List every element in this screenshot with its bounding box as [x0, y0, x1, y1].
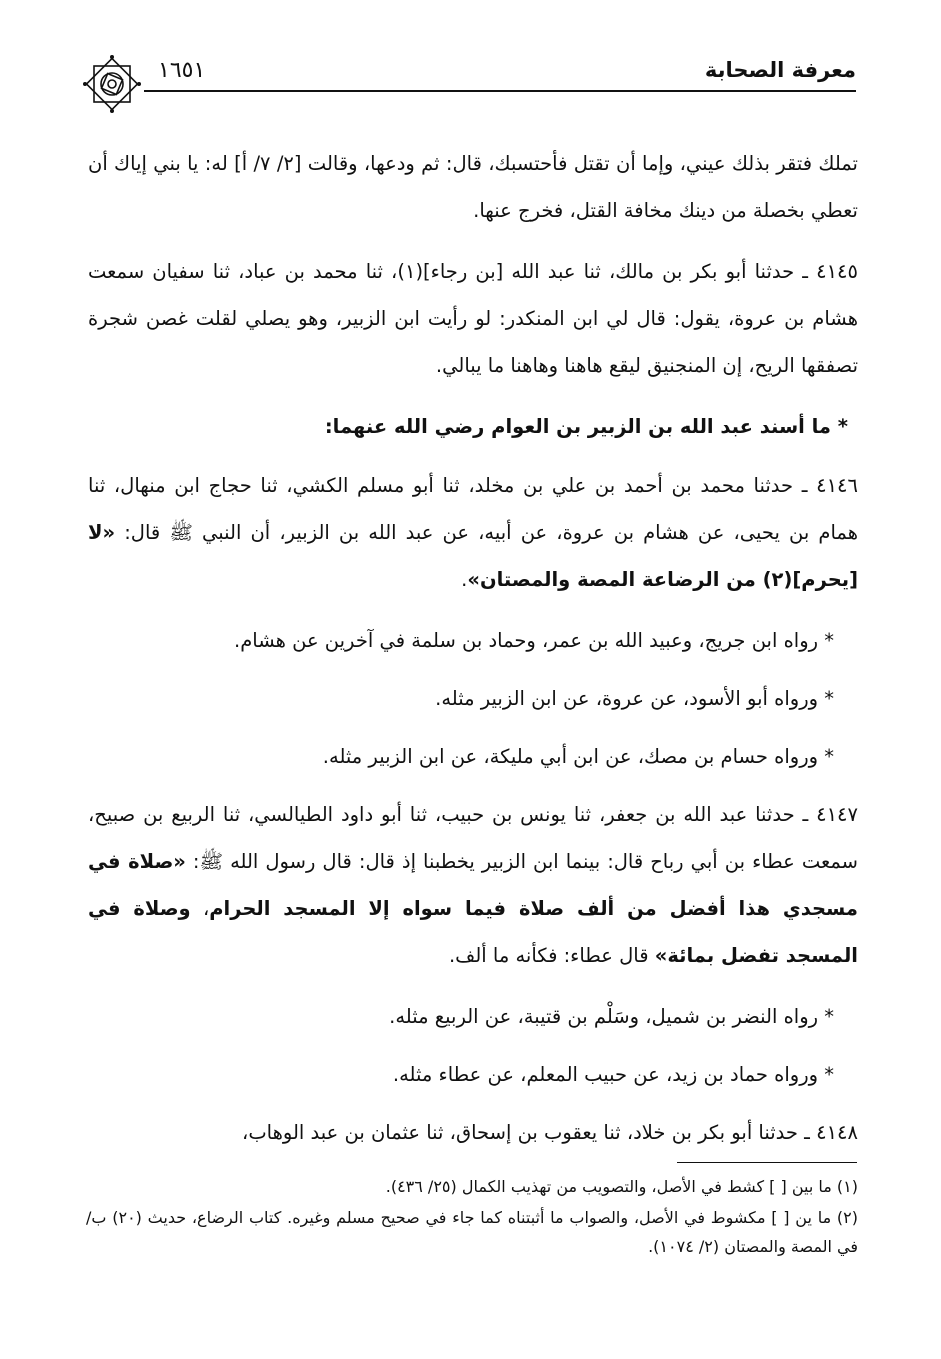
narration-note-2: * ورواه أبو الأسود، عن عروة، عن ابن الزبير مثله. [435, 687, 834, 710]
paragraph-continuation: تملك فتقر بذلك عيني، وإما أن تقتل فأحتسبك، قال: ثم ودعها، وقالت [٢/ ٧/ أ] له: يا بني إياك أن تعطي بخصلة من دينك مخافة القتل، فخرج عنها. [88, 152, 858, 222]
hadith-4148: ٤١٤٨ ـ حدثنا أبو بكر بن خلاد، ثنا يعقوب بن إسحاق، ثنا عثمان بن عبد الوهاب، [242, 1121, 858, 1144]
hadith-4147-text: ٤١٤٧ ـ حدثنا عبد الله بن جعفر، ثنا يونس بن حبيب، ثنا أبو داود الطيالسي، ثنا الربيع بن صبيح، سمعت عطاء بن أبي رباح قال: بينما ابن الزبير يخطبنا إذ قال: قال رسول الله ﷺ: [88, 803, 859, 873]
page-number: ١٦٥١ [158, 58, 206, 83]
narration-note-5: * ورواه حماد بن زيد، عن حبيب المعلم، عن عطاء مثله. [392, 1063, 834, 1086]
hadith-4146 [88, 462, 858, 603]
hadith-4147 [88, 791, 858, 979]
narration-note-3: * ورواه حسام بن مصك، عن ابن أبي مليكة، عن ابن الزبير مثله. [322, 745, 834, 768]
hadith-4145: ٤١٤٥ ـ حدثنا أبو بكر بن مالك، ثنا عبد الله [بن رجاء](١)، ثنا محمد بن عباد، ثنا سفيان سمعت هشام بن عروة، يقول: قال لي ابن المنكدر: لو رأيت ابن الزبير، وهو يصلي لقلت غصن شجرة تصفقها الريح، إن المنجنيق ليقع هاهنا وهاهنا ما يبالي. [88, 260, 858, 377]
footnote-rule [677, 1162, 857, 1163]
footnotes [86, 1172, 858, 1263]
page-header [80, 52, 856, 100]
main-text [88, 140, 858, 1170]
octagram-ornament-icon [80, 52, 144, 116]
footnote-2: (٢) ما ين [ ] مكشوط في الأصل، والصواب ما أثبتناه كما جاء في صحيح مسلم وغيره. كتاب الرضاع، حديث (٢٠) ب/ في المصة والمصتان (٢/ ١٠٧٤). [86, 1208, 859, 1256]
running-title: معرفة الصحابة [704, 58, 856, 82]
header-rule [144, 90, 856, 92]
hadith-4147-matn-1: «صلاة في مسجدي هذا أفضل من ألف صلاة فيما سواه إلا المسجد الحرام [88, 850, 858, 920]
footnote-1: (١) ما بين [ ] كشط في الأصل، والتصويب من تهذيب الكمال (٢٥/ ٤٣٦). [385, 1177, 858, 1196]
hadith-4147-end: قال عطاء: فكأنه ما ألف. [448, 944, 655, 967]
section-heading: * ما أسند عبد الله بن الزبير بن العوام رضي الله عنهما: [324, 415, 848, 438]
hadith-4146-end: . [461, 568, 468, 591]
hadith-4147-sep: ، [190, 897, 210, 920]
narration-note-4: * رواه النضر بن شميل، وسَلْم بن قتيبة، عن الربيع مثله. [389, 1005, 834, 1028]
narration-note-1: * رواه ابن جريج، وعبيد الله بن عمر، وحماد بن سلمة في آخرين عن هشام. [234, 629, 834, 652]
hadith-4146-matn: «لا [يحرم](٢) من الرضاعة المصة والمصتان» [88, 521, 858, 591]
hadith-4146-text: ٤١٤٦ ـ حدثنا محمد بن أحمد بن علي بن مخلد، ثنا أبو مسلم الكشي، ثنا حجاج ابن منهال، ثنا همام بن يحيى، عن هشام بن عروة، عن أبيه، عن عبد الله بن الزبير، أن النبي ﷺ قال: [88, 474, 858, 544]
hadith-4147-matn-2: وصلاة في المسجد تفضل بمائة» [88, 897, 858, 967]
